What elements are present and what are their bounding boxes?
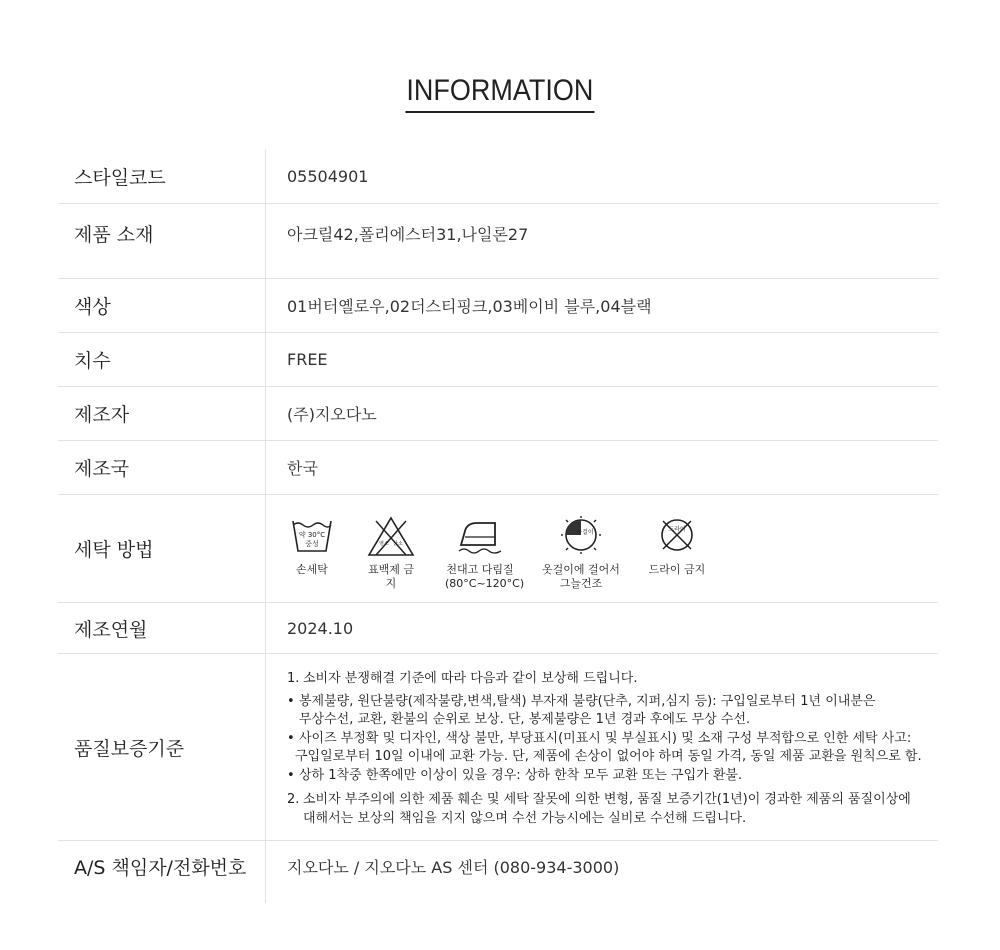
size-value: FREE: [287, 350, 328, 369]
hand-wash-temp: 약 30°C: [298, 531, 326, 539]
quality-bullet-1-line-1: 봉제불량, 원단불량(제작불량,변색,탈색) 부자재 불량(단추, 지퍼,심지 등): 구입일로부터 1년 이내분은: [299, 693, 876, 709]
quality-bullet-2: [287, 730, 922, 767]
style-code-value: 05504901: [287, 167, 369, 186]
row-size: [58, 333, 938, 387]
iron-icon: [455, 515, 505, 557]
washing-icons: [266, 495, 938, 602]
quality-item-2-line-2: 대해서는 보상의 책임을 지지 않으며 수선 가능시에는 실비로 수선해 드립니다.: [303, 810, 747, 826]
quality-bullet-3: [287, 767, 922, 786]
quality-bullet-1: [287, 693, 922, 730]
date-label: 제조연월: [58, 603, 266, 653]
no-bleach-caption: 표백제 금지: [367, 563, 414, 590]
quality-label: 품질보증기준: [58, 654, 266, 840]
quality-item-2-number: 2.: [287, 792, 300, 807]
iron-caption: 천대고 다림질: [446, 563, 514, 576]
iron-caption-temp: (80°C~120°C): [445, 577, 525, 590]
row-manufacturer: [58, 387, 938, 441]
no-bleach-icon: [366, 515, 416, 557]
info-table: [58, 150, 938, 903]
as-value: 지오다노 / 지오다노 AS 센터 (080-934-3000): [287, 858, 620, 877]
quality-content: [266, 654, 938, 840]
quality-bullet-2-line-1: 사이즈 부정확 및 디자인, 색상 불만, 부당표시(미표시 및 부실표시) 및 소재 구성 부적합으로 인한 세탁 사고:: [299, 730, 912, 746]
no-dry-clean-text: 드라이: [668, 526, 686, 533]
style-code-label: 스타일코드: [58, 150, 266, 203]
size-label: 치수: [58, 333, 266, 386]
hand-wash-caption: 손세탁: [296, 563, 328, 576]
date-value: 2024.10: [287, 618, 354, 638]
page-title: INFORMATION: [0, 74, 1000, 113]
quality-bullet-2-line-2: 구입일로부터 10일 이내에 교환 가능. 단, 제품에 손상이 없어야 하며 동일 가격, 동일 제품 교환을 원칙으로 함.: [295, 749, 922, 764]
row-as: [58, 841, 938, 903]
no-dry-clean-icon: [652, 515, 702, 557]
quality-item-1-number: 1.: [287, 671, 300, 686]
manufacturer-value: (주)지오다노: [287, 405, 377, 424]
quality-item-2: [287, 791, 922, 828]
hand-wash-icon: [289, 515, 335, 557]
quality-item-2-line-1: 소비자 부주의에 의한 제품 훼손 및 세탁 잘못에 의한 변형, 품질 보증기간(1년)이 경과한 제품의 품질이상에: [303, 792, 911, 807]
shade-dry-caption-2: 그늘건조: [559, 577, 603, 590]
wash-item-no-bleach: [363, 515, 419, 591]
shade-hang-dry-icon: [556, 515, 606, 557]
manufacturer-label: 제조자: [58, 387, 266, 440]
country-value: 한국: [287, 459, 318, 478]
row-style-code: [58, 150, 938, 204]
wash-item-iron: [445, 515, 525, 591]
row-washing: [58, 495, 938, 603]
no-bleach-oxygen: 산소: [393, 541, 403, 547]
quality-bullet-3-line-1: 상하 1착중 한쪽에만 이상이 있을 경우: 상하 한착 모두 교환 또는 구입가 환불.: [299, 767, 743, 783]
material-label: 제품 소재: [58, 204, 266, 278]
as-label: A/S 책임자/전화번호: [58, 841, 266, 903]
wash-item-no-dry-clean: [647, 515, 707, 577]
color-label: 색상: [58, 279, 266, 332]
bullet-dot: •: [287, 693, 295, 709]
quality-item-1: [287, 670, 922, 689]
row-quality: [58, 654, 938, 841]
shade-dry-hanger-text: 옷걸이: [576, 529, 594, 536]
country-label: 제조국: [58, 441, 266, 494]
hand-wash-detergent: 중성: [305, 540, 319, 548]
no-bleach-chlorine: 염소: [379, 541, 389, 547]
washing-label: 세탁 방법: [58, 495, 266, 602]
quality-bullet-1-line-2: 무상수선, 교환, 환불의 순위로 보상. 단, 봉제불량은 1년 경과 후에도 무상 수선.: [299, 712, 751, 727]
wash-item-hand-wash: [287, 515, 337, 577]
bullet-dot: •: [287, 767, 295, 783]
no-dry-clean-caption: 드라이 금지: [648, 563, 706, 576]
quality-item-1-text: 소비자 분쟁해결 기준에 따라 다음과 같이 보상해 드립니다.: [303, 671, 638, 686]
row-country: [58, 441, 938, 495]
material-value: 아크릴42,폴리에스터31,나일론27: [287, 225, 529, 244]
row-date: [58, 603, 938, 654]
wash-item-shade-dry: [541, 515, 621, 591]
quality-text-block: [287, 654, 922, 828]
row-color: [58, 279, 938, 333]
bullet-dot: •: [287, 730, 295, 746]
color-value: 01버터옐로우,02더스티핑크,03베이비 블루,04블랙: [287, 297, 652, 316]
row-material: [58, 204, 938, 279]
shade-dry-caption: 옷걸이에 걸어서: [542, 563, 620, 576]
